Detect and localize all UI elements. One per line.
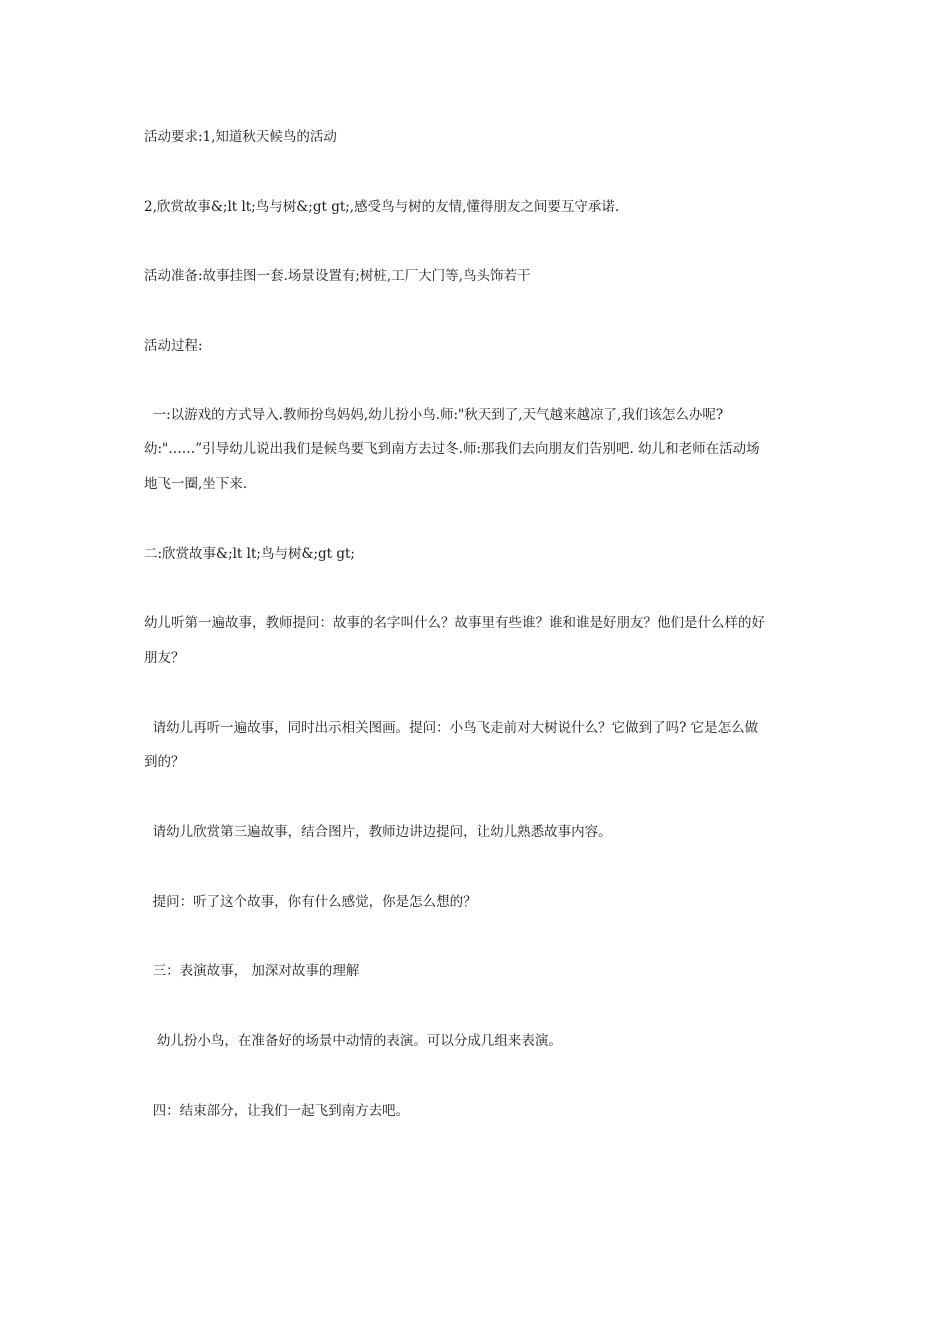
step1-line-1: 一:以游戏的方式导入.教师扮鸟妈妈,幼儿扮小鸟.师:"秋天到了,天气越来越凉了,我们该怎么办呢? (144, 407, 724, 423)
step1-line-2: 幼:"……”引导幼儿说出我们是候鸟要飞到南方去过冬.师:那我们去向朋友们告别吧. 幼儿和老师在活动场 (144, 441, 760, 457)
step2-question2-line-1: 请幼儿再听一遍故事，同时出示相关图画。提问：小鸟飞走前对大树说什么？它做到了吗? 它是怎么做 (144, 720, 759, 736)
requirements-line-1: 活动要求:1,知道秋天候鸟的活动 (144, 129, 337, 145)
step2-question4: 提问：听了这个故事，你有什么感觉，你是怎么想的？ (144, 894, 477, 910)
step2-question2-line-2: 到的？ (144, 754, 185, 770)
step3-heading: 三：表演故事， 加深对故事的理解 (144, 963, 360, 979)
requirements-line-2: 2,欣赏故事&;lt lt;鸟与树&;gt gt;,感受鸟与树的友情,懂得朋友之间要互守承诺. (144, 199, 620, 215)
preparation-line: 活动准备:故事挂图一套.场景设置有;树桩,工厂大门等,鸟头饰若干 (144, 268, 531, 284)
step1-line-3: 地飞一圈,坐下来. (144, 476, 248, 492)
step4-line: 四：结束部分，让我们一起飞到南方去吧。 (144, 1103, 410, 1119)
step2-question3: 请幼儿欣赏第三遍故事，结合图片，教师边讲边提问，让幼儿熟悉故事内容。 (144, 824, 612, 840)
step2-question1-line-2: 朋友？ (144, 650, 185, 666)
step3-body: 幼儿扮小鸟，在准备好的场景中动情的表演。可以分成几组来表演。 (144, 1033, 562, 1049)
process-heading: 活动过程: (144, 338, 203, 354)
step2-question1-line-1: 幼儿听第一遍故事，教师提问：故事的名字叫什么？故事里有些谁？谁和谁是好朋友？他们是什么样的好 (144, 615, 765, 631)
step2-heading: 二:欣赏故事&;lt lt;鸟与树&;gt gt; (144, 546, 355, 562)
